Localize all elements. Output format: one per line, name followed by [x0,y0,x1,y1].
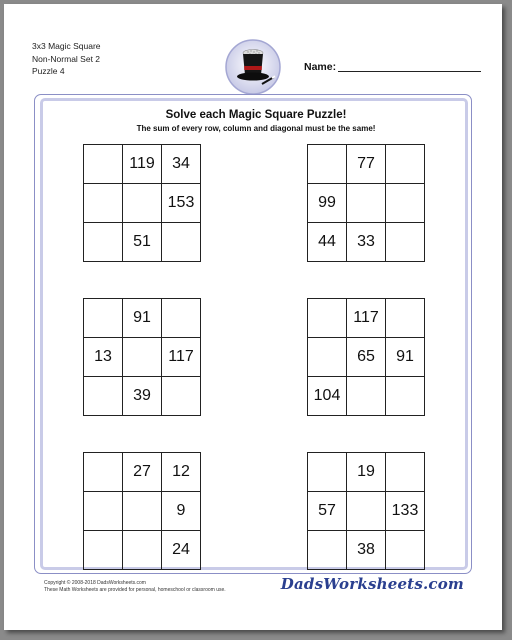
magic-square-cell[interactable] [386,453,425,492]
magic-square-cell[interactable] [123,531,162,570]
magic-square-4 [307,298,425,416]
instructions-subtitle: The sum of every row, column and diagonal must be the same! [136,124,376,133]
magic-square-cell[interactable] [386,377,425,416]
magic-square-cell[interactable] [308,338,347,377]
magic-square-cell[interactable] [386,531,425,570]
magic-square-cell: 104 [308,377,347,416]
magic-square-cell[interactable] [308,531,347,570]
name-field [304,61,481,73]
magic-square-cell[interactable] [347,377,386,416]
magic-square-cell[interactable] [84,184,123,223]
magic-square-3 [83,298,201,416]
magic-hat-icon [224,38,282,96]
magic-square-cell: 99 [308,184,347,223]
magic-square-cell: 27 [123,453,162,492]
worksheet-title: 3x3 Magic Square [32,41,101,51]
magic-square-cell: 51 [123,223,162,262]
magic-square-cell[interactable] [84,492,123,531]
magic-square-6 [307,452,425,570]
magic-square-cell: 38 [347,531,386,570]
magic-square-cell[interactable] [162,299,201,338]
magic-square-cell[interactable] [84,145,123,184]
magic-square-cell: 9 [162,492,201,531]
name-label: Name: [304,61,337,73]
magic-square-cell: 91 [386,338,425,377]
magic-square-cell: 117 [162,338,201,377]
magic-square-2 [307,144,425,262]
worksheet-set: Non-Normal Set 2 [32,53,101,64]
copyright-text: Copyright © 2008-2018 DadsWorksheets.com [44,580,146,586]
magic-square-cell[interactable] [123,184,162,223]
magic-square-cell[interactable] [84,299,123,338]
magic-square-cell[interactable] [308,299,347,338]
magic-square-5 [83,452,201,570]
magic-square-1 [83,144,201,262]
magic-square-cell: 91 [123,299,162,338]
instructions-title: Solve each Magic Square Puzzle! [165,109,347,121]
magic-square-cell[interactable] [308,453,347,492]
magic-square-cell[interactable] [386,299,425,338]
magic-square-cell: 19 [347,453,386,492]
magic-square-cell[interactable] [123,492,162,531]
magic-square-cell: 34 [162,145,201,184]
magic-square-cell[interactable] [347,184,386,223]
magic-square-cell: 33 [347,223,386,262]
magic-square-cell[interactable] [386,145,425,184]
magic-square-cell: 39 [123,377,162,416]
magic-square-cell: 77 [347,145,386,184]
magic-square-cell: 153 [162,184,201,223]
magic-square-cell: 117 [347,299,386,338]
worksheet-header-info [32,40,101,78]
magic-square-cell[interactable] [84,377,123,416]
magic-square-cell: 65 [347,338,386,377]
magic-square-cell: 12 [162,453,201,492]
magic-square-cell[interactable] [123,338,162,377]
worksheet-puzzle-number: Puzzle 4 [32,66,65,76]
magic-square-cell: 119 [123,145,162,184]
footer-text [44,580,226,594]
magic-square-cell[interactable] [386,184,425,223]
name-write-line[interactable] [338,71,481,72]
magic-square-cell[interactable] [84,453,123,492]
magic-square-cell: 133 [386,492,425,531]
magic-square-cell[interactable] [347,492,386,531]
magic-square-cell: 13 [84,338,123,377]
usage-text: These Math Worksheets are provided for personal, homeschool or classroom use. [44,587,226,593]
magic-square-cell[interactable] [386,223,425,262]
magic-square-cell[interactable] [162,377,201,416]
magic-square-cell[interactable] [162,223,201,262]
magic-square-cell[interactable] [84,531,123,570]
magic-square-cell: 24 [162,531,201,570]
magic-square-cell[interactable] [84,223,123,262]
magic-square-cell: 44 [308,223,347,262]
site-logo: DadsWorksheets.com [280,575,464,593]
magic-square-cell[interactable] [308,145,347,184]
magic-square-cell: 57 [308,492,347,531]
